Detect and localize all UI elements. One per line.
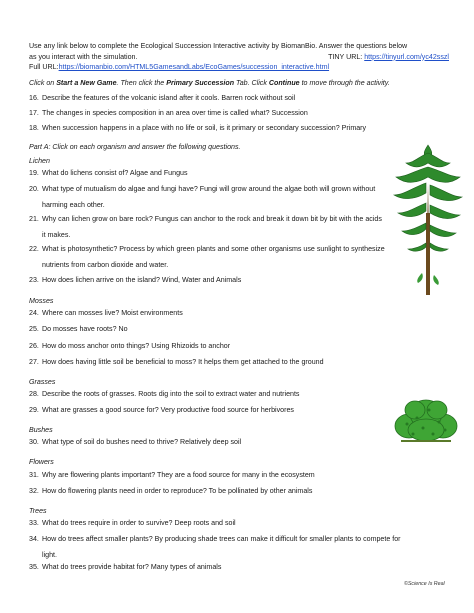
intro-line-3 xyxy=(29,62,449,73)
tiny-url-group xyxy=(328,52,449,63)
intro-block xyxy=(29,41,449,73)
section-bushes: Bushes xyxy=(29,426,53,434)
question-20: 20. What type of mutualism do algae and fungi have? Fungi will grow around the algae both will grown without harming each other. xyxy=(29,185,376,209)
section-grasses: Grasses xyxy=(29,378,56,386)
instr-text-4: to move through the activity. xyxy=(299,79,390,87)
intro-line-2 xyxy=(29,52,449,63)
section-mosses: Mosses xyxy=(29,297,54,305)
full-url-label: Full URL: xyxy=(29,63,59,71)
question-19: 19. What do lichens consist of? Algae and Fungus xyxy=(29,169,188,177)
section-lichen: Lichen xyxy=(29,157,50,165)
question-35: 35. What do trees provide habitat for? Many types of animals xyxy=(29,563,222,571)
tree-icon xyxy=(392,143,464,303)
section-flowers: Flowers xyxy=(29,458,54,466)
section-trees: Trees xyxy=(29,507,47,515)
question-30: 30. What type of soil do bushes need to thrive? Relatively deep soil xyxy=(29,438,242,446)
question-28: 28. Describe the roots of grasses. Roots dig into the soil to extract water and nutrients xyxy=(29,390,300,398)
question-26: 26. How do moss anchor onto things? Using Rhizoids to anchor xyxy=(29,342,231,350)
question-31: 31. Why are flowering plants important? They are a food source for many in the ecosystem xyxy=(29,471,315,479)
intro-line-1 xyxy=(29,41,449,52)
question-34: 34. How do trees affect smaller plants? By producing shade trees can make it difficult for smaller plants to compete for light. xyxy=(29,535,401,559)
full-url-link[interactable]: https://biomanbio.com/HTML5GamesandLabs/EcoGames/succession_interactive.html xyxy=(58,63,330,71)
part-a-heading: Part A: Click on each organism and answer the following questions. xyxy=(29,143,241,151)
instr-text-3: Tab. Click xyxy=(234,79,269,87)
copyright-footer: ©Science Is Real xyxy=(404,581,445,587)
instr-text-2: . Then click the xyxy=(116,79,167,87)
question-22: 22. What is photosynthetic? Process by which green plants and some other organisms use sunlight to synthesize nutrients from carbon dioxide and water. xyxy=(29,245,385,269)
instr-primary-succession: Primary Succession xyxy=(166,79,235,87)
tiny-url-label: TINY URL: xyxy=(328,52,365,61)
question-33: 33. What do trees require in order to survive? Deep roots and soil xyxy=(29,519,236,527)
instructions xyxy=(29,79,449,87)
question-32: 32. How do flowering plants need in order to reproduce? To be pollinated by other animals xyxy=(29,487,313,495)
instr-continue: Continue xyxy=(268,79,300,87)
question-25: 25. Do mosses have roots? No xyxy=(29,325,128,333)
intro-text-2: as you interact with the simulation. xyxy=(29,52,138,61)
question-27: 27. How does having little soil be beneficial to moss? It helps them get attached to the ground xyxy=(29,358,324,366)
intro-text-1: Use any link below to complete the Ecological Succession Interactive activity by BiomanBio. Answer the questions below xyxy=(29,42,408,50)
question-21: 21. Why can lichen grow on bare rock? Fungus can anchor to the rock and break it down bit by bit with the acids it makes. xyxy=(29,215,382,239)
tiny-url-link[interactable]: https://tinyurl.com/yc42sszl xyxy=(364,52,449,61)
question-23: 23. How does lichen arrive on the island? Wind, Water and Animals xyxy=(29,276,242,284)
bush-icon xyxy=(393,396,459,444)
instr-start-new-game: Start a New Game xyxy=(56,79,117,87)
instr-text-1: Click on xyxy=(29,79,57,87)
question-18: 18. When succession happens in a place with no life or soil, is it primary or secondary succession? Primary xyxy=(29,124,367,132)
question-17: 17. The changes in species composition in an area over time is called what? Succession xyxy=(29,109,308,117)
question-16: 16. Describe the features of the volcanic island after it cools. Barren rock without soil xyxy=(29,94,296,102)
question-29: 29. What are grasses a good source for? Very productive food source for herbivores xyxy=(29,406,294,414)
question-24: 24. Where can mosses live? Moist environments xyxy=(29,309,183,317)
